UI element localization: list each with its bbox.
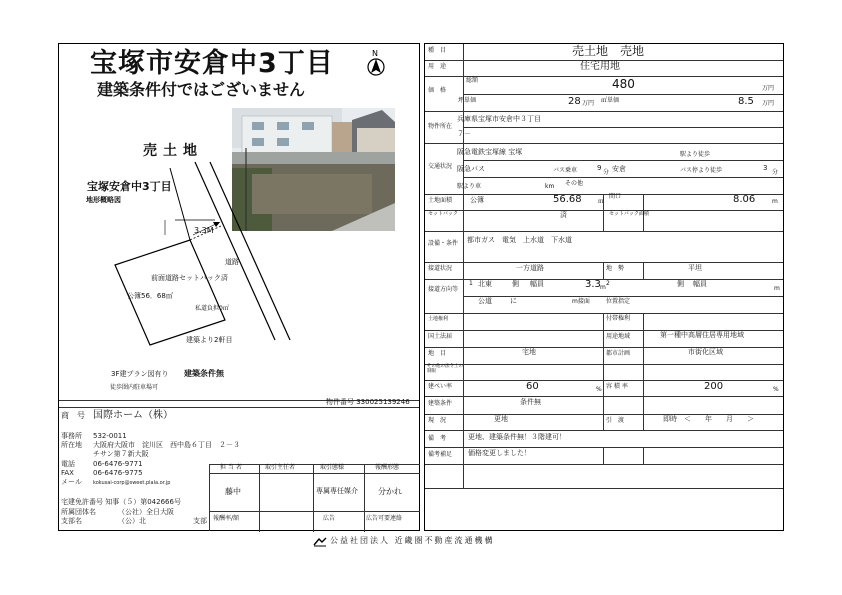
tsubo-label: 坪単価 bbox=[458, 97, 477, 104]
m2-label: ㎡単価 bbox=[601, 97, 620, 104]
map-setback-dim: 3.3M bbox=[194, 226, 214, 235]
city-plan-label: 都市計画 bbox=[606, 350, 631, 357]
agent-header-fee: 報酬形態 bbox=[375, 464, 400, 471]
frontage-value: 8.06 bbox=[733, 194, 756, 205]
handover-value: 即時 ＜ 年 月 ＞ bbox=[663, 415, 754, 423]
remarks-value: 更地、建築条件無！３階建可！ bbox=[468, 433, 566, 441]
land-area-value: 56.68 bbox=[553, 194, 582, 205]
city-plan-value: 市街化区域 bbox=[688, 348, 723, 356]
walk-from-station-label: 駅より徒歩 bbox=[680, 151, 711, 158]
agent-fee: 分かれ bbox=[378, 487, 402, 496]
m2-value: 8.5 bbox=[738, 96, 754, 107]
type-label: 種 目 bbox=[428, 47, 447, 54]
property-number: 物件番号 330025139246 bbox=[326, 398, 410, 406]
agent-header-manager: 取引主任者 bbox=[265, 464, 296, 471]
land-category-label: 地 目 bbox=[428, 350, 447, 357]
rail-line: 阪急電鉄宝塚線 宝塚 bbox=[457, 148, 523, 156]
bus-company: 阪急バス bbox=[457, 165, 485, 173]
price-label: 価 格 bbox=[428, 87, 447, 94]
road1-side: 側 bbox=[512, 280, 519, 288]
use-value: 住宅用地 bbox=[580, 61, 620, 72]
location-label: 物件所在 bbox=[428, 123, 453, 130]
organization-logo-icon bbox=[313, 537, 327, 549]
attached-right-label: 付帯権利 bbox=[606, 315, 631, 322]
remarks-label: 備 考 bbox=[428, 435, 447, 442]
fax-value: 06-6476-9775 bbox=[93, 469, 143, 477]
north-compass-icon bbox=[365, 48, 387, 78]
map-plan-note: 3F建プラン図有り bbox=[111, 370, 169, 378]
association-label: 所属団体名 bbox=[61, 508, 96, 516]
price-sub-label: 総額 bbox=[466, 77, 479, 84]
terrain-value: 平坦 bbox=[688, 264, 702, 272]
tsubo-value: 28 bbox=[568, 96, 581, 107]
km-unit: km bbox=[545, 183, 555, 190]
status-value: 更地 bbox=[494, 415, 508, 423]
page-title: 宝塚市安倉中3丁目 bbox=[90, 48, 334, 79]
land-category-value: 宅地 bbox=[522, 348, 536, 356]
memo-value: 価格変更しました！ bbox=[468, 449, 531, 457]
use-label: 用 途 bbox=[428, 63, 447, 70]
bus-minutes: 9 bbox=[597, 164, 602, 172]
road1-no: 1 bbox=[469, 280, 473, 287]
zone-value: 第一種中高層住居専用地域 bbox=[660, 331, 744, 339]
far-value: 200 bbox=[704, 381, 724, 392]
branch-suffix: 支部 bbox=[193, 517, 207, 525]
road2-width-unit: m bbox=[774, 285, 780, 292]
far-unit: % bbox=[773, 386, 779, 393]
memo-label: 備考補足 bbox=[428, 451, 453, 458]
agent-header-mode: 取引態様 bbox=[320, 464, 345, 471]
branch-label: 支部名 bbox=[61, 517, 82, 525]
land-area-unit: ㎡ bbox=[598, 198, 605, 205]
road-ni: に bbox=[510, 297, 517, 305]
road1-direction: 北東 bbox=[478, 280, 492, 288]
address-label: 所在地 bbox=[61, 441, 82, 449]
road2-width-label: 幅員 bbox=[693, 280, 707, 288]
facility-label: 設備・条件 bbox=[428, 240, 459, 247]
m2-unit: 万円 bbox=[762, 100, 775, 107]
road-value: 一方道路 bbox=[516, 264, 544, 272]
status-label: 現 況 bbox=[428, 417, 447, 424]
zone-label: 用途地域 bbox=[606, 333, 631, 340]
setback-value: 済 bbox=[560, 211, 567, 219]
agent-mode: 専属専任媒介 bbox=[316, 487, 358, 495]
handover-label: 引 渡 bbox=[606, 417, 625, 424]
far-label: 容 積 率 bbox=[606, 383, 628, 390]
setback-area-label: セットバック面積 bbox=[609, 211, 649, 217]
frontage-unit: m bbox=[772, 198, 778, 205]
building-condition-value: 条件無 bbox=[520, 398, 541, 406]
tsubo-unit: 万円 bbox=[582, 100, 595, 107]
road-label: 接道状況 bbox=[428, 265, 453, 272]
map-area-name: 宝塚安倉中3丁目 bbox=[87, 180, 172, 193]
agent-rate-label: 報酬率/額 bbox=[213, 515, 240, 522]
land-right-label: 土地権利 bbox=[428, 316, 449, 322]
road-contact: m接面 bbox=[572, 298, 590, 305]
branch-value: （公）北 bbox=[118, 517, 146, 525]
bus-stop: 安倉 bbox=[612, 165, 626, 173]
terrain-label: 地 勢 bbox=[606, 265, 625, 272]
svg-text:N: N bbox=[372, 49, 378, 58]
bus-walk-minutes: 3 bbox=[763, 164, 768, 172]
price-value: 480 bbox=[612, 77, 635, 91]
other-law-label: その他の法令上の制限 bbox=[427, 364, 463, 374]
land-area-label: 土地面積 bbox=[428, 197, 453, 204]
agent-person: 藤中 bbox=[225, 487, 241, 496]
road1-width-label: 幅員 bbox=[530, 280, 544, 288]
road-direction-label: 接道方向等 bbox=[428, 286, 459, 293]
from-station-label: 駅より車 bbox=[457, 183, 482, 190]
bcr-unit: % bbox=[596, 386, 602, 393]
map-building-lot: 建築より2軒目 bbox=[186, 336, 233, 344]
map-parking-note: 徒歩圏内駐車場可 bbox=[110, 384, 159, 391]
map-heading: 売土地 bbox=[143, 143, 203, 159]
bus-ride-label: バス乗車 bbox=[553, 167, 578, 174]
type-value: 売土地 売地 bbox=[572, 44, 645, 58]
road1-width: 3.3 bbox=[585, 279, 601, 290]
map-setback-note: 前面道路セットバック済 bbox=[151, 274, 228, 282]
page-subtitle: 建築条件付ではございません bbox=[97, 80, 306, 99]
trade-name: 国際ホーム（株） bbox=[93, 410, 173, 421]
tel-label: 電話 bbox=[61, 460, 75, 468]
map-area-note: 公簿56．68㎡ bbox=[127, 292, 173, 300]
map-road: 道路 bbox=[225, 258, 239, 266]
traffic-label: 交通状況 bbox=[428, 163, 453, 170]
national-land-label: 国土法届 bbox=[428, 333, 453, 340]
office-label: 事務所 bbox=[61, 432, 82, 440]
position-designation-label: 位置指定 bbox=[606, 298, 631, 305]
bus-minutes-unit: 分 bbox=[603, 169, 610, 176]
agent-header-person: 担 当 者 bbox=[220, 464, 242, 471]
trade-label: 商 号 bbox=[61, 411, 85, 420]
agent-ad-label: 広告 bbox=[323, 515, 336, 522]
footer-organization: 公益社団法人 近畿圏不動産流通機構 bbox=[330, 536, 495, 545]
road-type: 公道 bbox=[478, 297, 492, 305]
map-label: 地形概略図 bbox=[86, 196, 121, 204]
bcr-value: 60 bbox=[526, 381, 539, 392]
land-area-basis: 公簿 bbox=[470, 196, 484, 204]
bus-walk-unit: 分 bbox=[772, 169, 779, 176]
mail-value[interactable]: kokusai-corp@sweet.plala.or.jp bbox=[93, 480, 171, 486]
other-label: その他 bbox=[565, 180, 584, 187]
price-unit: 万円 bbox=[762, 85, 775, 92]
road2-no: 2 bbox=[606, 280, 610, 287]
location-line1: 兵庫県宝塚市安倉中３丁目 bbox=[457, 115, 541, 123]
fax-label: FAX bbox=[61, 469, 74, 477]
tel-value: 06-6476-9771 bbox=[93, 460, 143, 468]
postal-code: 532-0011 bbox=[93, 432, 127, 440]
bcr-label: 建ぺい率 bbox=[428, 383, 453, 390]
road2-side: 側 bbox=[677, 280, 684, 288]
location-line2: ７－ bbox=[457, 130, 471, 138]
map-cond-note: 建築条件無 bbox=[184, 369, 224, 378]
site-map bbox=[95, 160, 295, 355]
building-condition-label: 建築条件 bbox=[428, 400, 453, 407]
license-number: 宅建免許番号 知事（５）第042666号 bbox=[61, 498, 181, 506]
map-private-road: 私道負担0㎡ bbox=[195, 305, 229, 312]
mail-label: メール bbox=[61, 478, 82, 486]
agent-ad-value: 広告可要連絡 bbox=[366, 515, 403, 522]
association-value: （公社）全日大阪 bbox=[118, 508, 174, 516]
facility-value: 都市ガス 電気 上水道 下水道 bbox=[467, 236, 572, 244]
frontage-label: 間口 bbox=[609, 193, 622, 200]
road1-width-unit: m bbox=[600, 284, 606, 291]
bus-walk-label: バス停より徒歩 bbox=[680, 167, 723, 174]
setback-label: セットバック bbox=[428, 211, 458, 217]
address-line1: 大阪府大阪市 淀川区 西中島６丁目 ２－３ bbox=[93, 441, 240, 449]
address-line2: チサン第７新大阪 bbox=[93, 450, 149, 458]
